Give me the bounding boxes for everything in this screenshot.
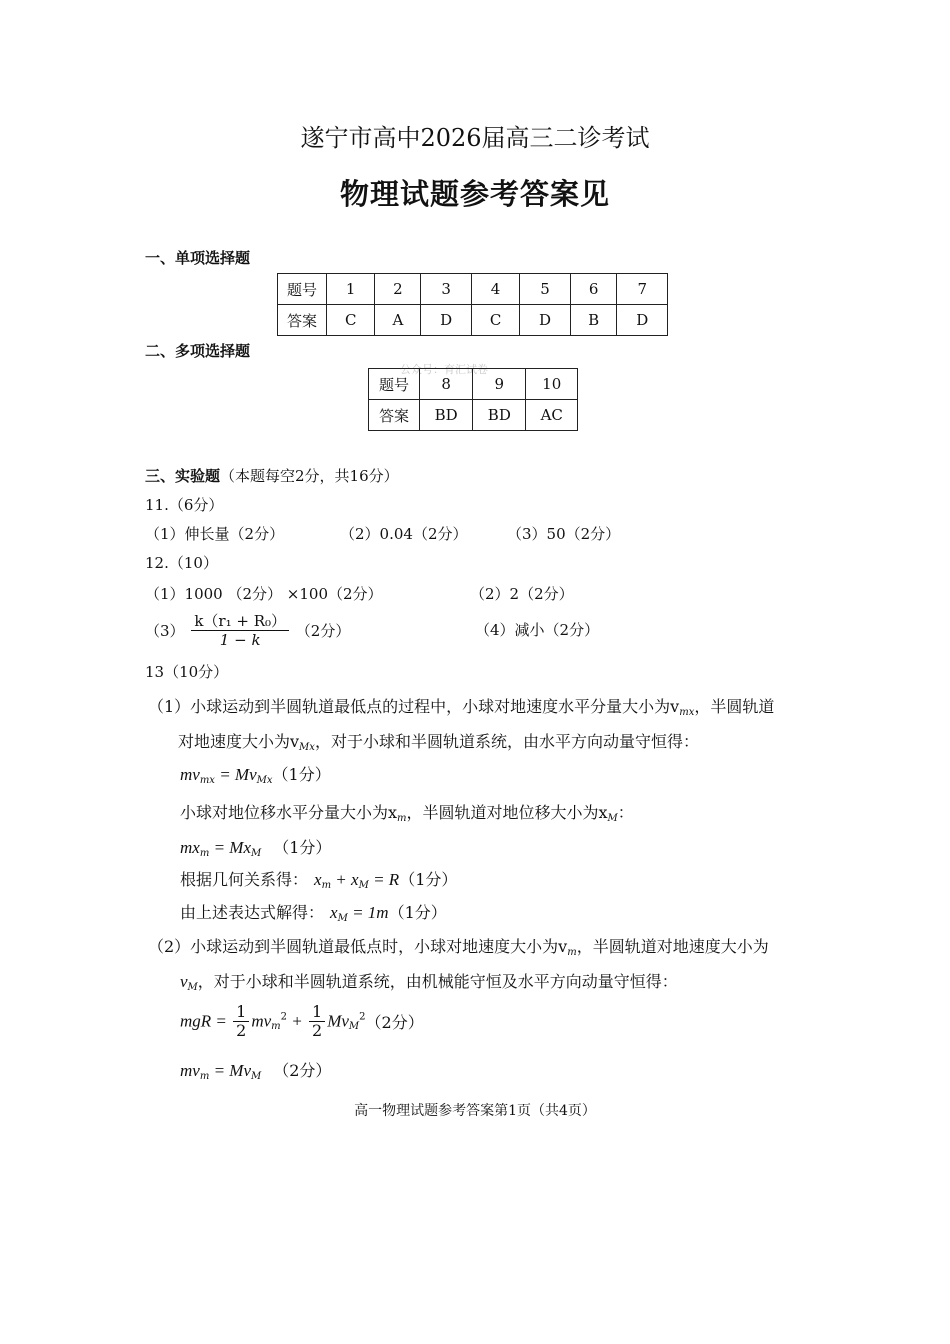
frac-den: 2 [236, 1021, 247, 1040]
exam-title: 遂宁市高中2026届高三二诊考试 [300, 124, 650, 152]
math-run: mv [251, 1011, 272, 1031]
text-run: 小球对地位移水平分量大小为x [180, 803, 398, 822]
q11-label: 11.（6分） [145, 496, 224, 514]
frac-den: 2 [312, 1021, 323, 1040]
text-run: ，对于小球和半圆轨道系统，由水平方向动量守恒得： [314, 732, 699, 751]
q12-part2: （2）2（2分） [470, 585, 574, 603]
score: （2分） [365, 1013, 424, 1032]
math-run: + [287, 1011, 307, 1031]
q12-formula [191, 612, 289, 649]
table-cell: 6 [570, 274, 617, 305]
table-cell: C [471, 305, 519, 336]
math-run: = Mx [209, 838, 251, 857]
score: （1分） [399, 870, 458, 889]
q13-p2-line2 [180, 969, 678, 993]
math-run: = Mv [214, 765, 257, 784]
subscript: m [397, 813, 407, 824]
score: （1分） [388, 903, 447, 922]
math-run: Mv [327, 1011, 349, 1031]
text-run: 由上述表达式解得： [180, 903, 325, 922]
subscript: M [348, 1021, 360, 1032]
subscript: M [251, 848, 262, 859]
subscript: m [199, 848, 210, 859]
section2-heading: 二、多项选择题 [145, 342, 251, 360]
table-cell: 4 [471, 274, 519, 305]
q12-label: 12.（10） [145, 554, 218, 572]
math-run: = Mv [209, 1061, 251, 1080]
subscript: M [607, 813, 618, 824]
table-row [278, 274, 668, 305]
q13-p2-eq2 [180, 1058, 331, 1082]
subscript: M [187, 982, 198, 993]
section1-heading: 一、单项选择题 [145, 249, 251, 267]
q11-part1: （1）伸长量（2分） [145, 525, 285, 543]
table-row [278, 305, 668, 336]
row-label-question: 题号 [369, 369, 420, 400]
table-row [369, 369, 578, 400]
math-run: mv [180, 765, 200, 784]
text-run: ，半圆轨道对地速度大小为 [576, 937, 769, 956]
table-cell: B [570, 305, 617, 336]
table-row [369, 400, 578, 431]
table-cell: A [375, 305, 421, 336]
q13-p1-line1 [148, 694, 774, 718]
math-run: x [314, 870, 322, 889]
q13-p1-eq2 [180, 835, 331, 859]
subscript: M [358, 880, 369, 891]
section3-heading-line [145, 465, 399, 486]
section3-note: （本题每空2分，共16分） [220, 467, 399, 485]
q11-part2: （2）0.04（2分） [340, 525, 468, 543]
table-cell: 1 [327, 274, 375, 305]
subscript: M [337, 913, 348, 924]
text-run: 对地速度大小为v [178, 732, 300, 751]
subscript: m [199, 1071, 210, 1082]
q13-p1-line2 [178, 729, 699, 753]
subscript: m [271, 1021, 281, 1032]
row-label-answer: 答案 [278, 305, 327, 336]
row-label-answer: 答案 [369, 400, 420, 431]
watermark-text: 公众号：育汇试卷 [400, 363, 488, 376]
q13-p1-line4 [180, 867, 457, 891]
table-cell: BD [473, 400, 526, 431]
q13-p1-eq1 [180, 762, 331, 786]
q13-p1-line3 [180, 800, 634, 824]
table-cell: 9 [473, 369, 526, 400]
math-run: v [180, 972, 188, 991]
math-run: x [330, 903, 338, 922]
row-label-question: 题号 [278, 274, 327, 305]
single-choice-table [277, 273, 668, 336]
q13-label: 13（10分） [145, 663, 229, 681]
text-run: ，对于小球和半圆轨道系统，由机械能守恒及水平方向动量守恒得： [197, 972, 678, 991]
text-run: （1）小球运动到半圆轨道最低点的过程中，小球对地速度水平分量大小为v [148, 697, 680, 716]
multi-choice-table [368, 368, 578, 431]
math-run: mv [180, 1061, 200, 1080]
subscript: Mx [299, 742, 315, 753]
table-cell: BD [420, 400, 473, 431]
text-run: ，半圆轨道 [694, 697, 775, 716]
text-run: ，半圆轨道对地位移大小为x [406, 803, 608, 822]
frac-num: 1 [309, 1003, 325, 1022]
q12-part4: （4）减小（2分） [475, 621, 600, 639]
table-cell: 3 [421, 274, 472, 305]
math-run: mgR = [180, 1011, 232, 1031]
squared: 2 [359, 1011, 366, 1023]
table-cell: D [421, 305, 472, 336]
fraction-half [309, 1003, 325, 1040]
table-cell: 5 [520, 274, 571, 305]
formula-numerator: k（r₁ + R₀） [191, 612, 289, 631]
table-cell: 10 [526, 369, 578, 400]
table-cell: AC [526, 400, 578, 431]
subscript: m [567, 947, 577, 958]
score: （1分） [273, 838, 332, 857]
q11-part3: （3）50（2分） [507, 525, 621, 543]
fraction-half [233, 1003, 249, 1040]
table-cell: 8 [420, 369, 473, 400]
q13-p2-eq1 [180, 1003, 424, 1040]
q12-part3 [145, 612, 350, 649]
table-cell: 7 [617, 274, 668, 305]
table-cell: 2 [375, 274, 421, 305]
subscript: mx [679, 707, 695, 718]
subscript: m [321, 880, 332, 891]
formula-denominator: 1 − k [219, 631, 261, 649]
text-run: 根据几何关系得： [180, 870, 309, 889]
text-run: ： [617, 803, 634, 822]
subscript: Mx [256, 775, 273, 786]
math-run: mx [180, 838, 200, 857]
table-cell: D [520, 305, 571, 336]
score: （2分） [273, 1061, 332, 1080]
math-run: = R [368, 870, 400, 889]
q12-part3-prefix: （3） [145, 622, 185, 640]
table-cell: D [617, 305, 668, 336]
page-footer: 高一物理试题参考答案第1页（共4页） [354, 1103, 596, 1119]
frac-num: 1 [233, 1003, 249, 1022]
q12-part3-score: （2分） [295, 622, 351, 640]
q13-p1-line5 [180, 900, 447, 924]
subscript: M [251, 1071, 262, 1082]
q12-part1: （1）1000 （2分） ×100（2分） [145, 585, 383, 603]
section3-heading: 三、实验题 [145, 467, 221, 485]
q13-p2-line1 [148, 934, 769, 958]
math-run: + x [331, 870, 359, 889]
text-run: （2）小球运动到半圆轨道最低点时，小球对地速度大小为v [148, 937, 568, 956]
table-cell: C [327, 305, 375, 336]
squared: 2 [280, 1011, 288, 1023]
score: （1分） [272, 765, 331, 784]
page-title: 物理试题参考答案见 [339, 177, 610, 211]
math-run: = 1m [347, 903, 389, 922]
subscript: mx [199, 775, 215, 786]
